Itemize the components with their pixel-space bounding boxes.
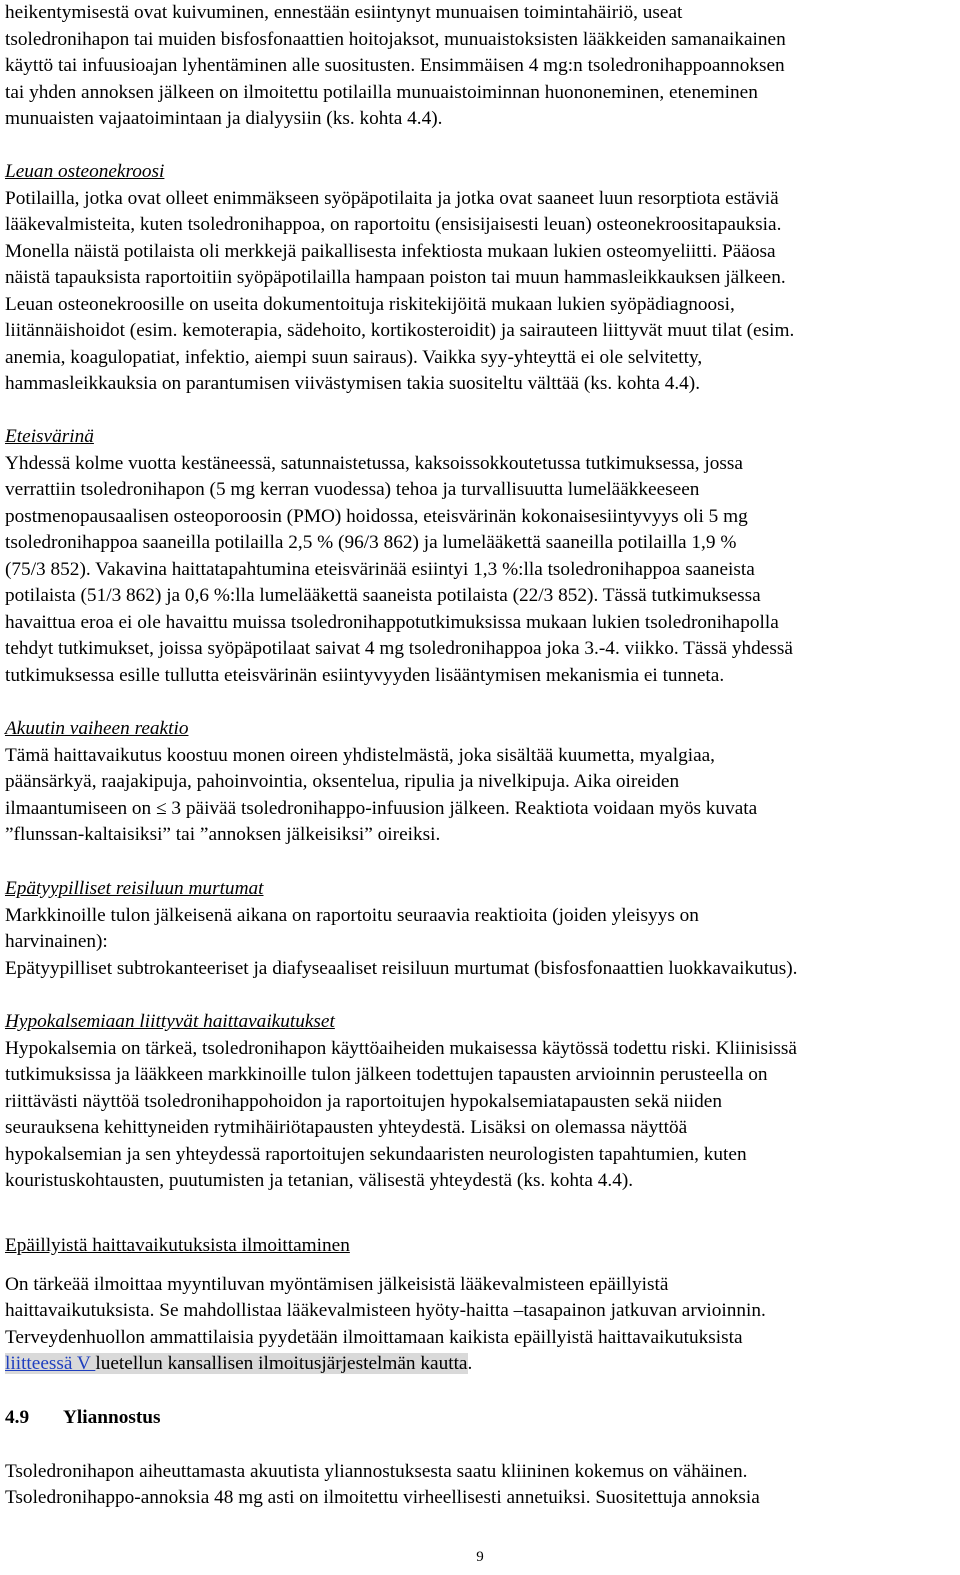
text-line: liitännäishoidot (esim. kemoterapia, sädehoito, kortikosteroidit) ja sairauteen liittyvät muut tilat (esim. [5,320,795,341]
page-number: 9 [476,1549,484,1565]
text-line: anemia, koagulopatiat, infektio, aiempi suun sairaus). Vaikka syy-yhteyttä ei ole selvitetty, [5,346,703,368]
text-line: tsoledronihappoa saaneilla potilailla 2,5 % (96/3 862) ja lumelääkettä saaneilla potilailla 1,9 % [5,532,737,553]
text-line: Markkinoille tulon jälkeisenä aikana on raportoitu seuraavia reaktioita (joiden yleisyys on [5,904,699,926]
text-line: Tsoledronihapon aiheuttamasta akuutista yliannostuksesta saatu kliininen kokemus on vähäinen. [5,1460,748,1482]
reporting-section [5,1233,957,1378]
text-line: Hypokalsemia on tärkeä, tsoledronihapon käyttöaiheiden mukaisessa käytössä todettu riski. Kliinisissä [5,1037,797,1059]
period: . [467,1353,473,1374]
text-line: ilmaantumiseen on ≤ 3 päivää tsoledronihappo-infuusion jälkeen. Reaktiota voidaan myös kuvata [5,797,758,819]
text-line: Yhdessä kolme vuotta kestäneessä, satunnaistetussa, kaksoissokkoutetussa tutkimuksessa, jossa [5,452,743,474]
overdose-section [5,1405,957,1512]
text-line: tsoledronihapon tai muiden bisfosfonaattien hoitojaksot, munuaistoksisten lääkkeiden samanaikainen [5,28,786,50]
section-heading: Epäillyistä haittavaikutuksista ilmoittaminen [5,1235,350,1256]
text-line: Leuan osteonekroosille on useita dokumentoituja riskitekijöitä mukaan lukien syöpädiagnoosi, [5,293,735,315]
reporting-link-line [5,1351,957,1378]
section-title [5,1405,957,1432]
appendix-v-link[interactable]: liitteessä V [5,1353,96,1374]
text-line: On tärkeää ilmoittaa myyntiluvan myöntämisen jälkeisistä lääkevalmisteen epäillyistä [5,1273,669,1295]
text-line: heikentymisestä ovat kuivuminen, ennestään esiintynyt munuaisen toimintahäiriö, useat [5,2,683,23]
text-line: harvinainen): [5,931,108,952]
highlighted-text [5,1353,468,1374]
text-line: kouristuskohtausten, puutumisten ja tetanian, välisestä yhteydestä (ks. kohta 4.4). [5,1170,634,1191]
renal-paragraph [5,0,957,133]
section-title-text: Yliannostus [63,1407,161,1428]
text-line: verrattiin tsoledronihapon (5 mg kerran vuodessa) tehoa ja turvallisuutta lumelääkkeeseen [5,479,700,500]
section-heading: Akuutin vaiheen reaktio [5,718,189,739]
text-line: seurauksena kehittyneiden rytmihäiriötapausten yhteydestä. Lisäksi on olemassa näyttöä [5,1117,688,1138]
text-line: postmenopausaalisen osteoporoosin (PMO) hoidossa, eteisvärinän kokonaisesiintyvyys oli 5 mg [5,505,748,527]
text-line: munuaisten vajaatoimintaan ja dialyysiin (ks. kohta 4.4). [5,108,443,129]
text-line: Potilailla, jotka ovat olleet enimmäkseen syöpäpotilaita ja jotka ovat saaneet luun resorptiota estäviä [5,187,779,209]
text-line: Tsoledronihappo-annoksia 48 mg asti on ilmoitettu virheellisesti annetuiksi. Suositettuja annoksia [5,1487,760,1508]
text-line: (75/3 852). Vakavina haittatapahtumina eteisvärinää esiintyi 1,3 %:lla tsoledronihappoa saaneista [5,558,755,580]
acute-phase-reaction-section [5,716,957,849]
text-line: näistä tapauksista raportoitiin syöpäpotilailla hampaan poiston tai muun hammasleikkauksen jälkeen. [5,267,786,288]
text-line: ”flunssan-kaltaisiksi” tai ”annoksen jälkeisiksi” oireiksi. [5,824,441,845]
text-line: Monella näistä potilaista oli merkkejä paikallisesta infektiosta mukaan lukien osteomyeliitti. Pääosa [5,240,776,262]
text-line: lääkevalmisteita, kuten tsoledronihappoa, on raportoitu (ensisijaisesti leuan) osteonekroositapauksia. [5,214,782,235]
text-line: riittävästi näyttöä tsoledronihappohoidon ja raportoitujen hypokalsemiatapausten sekä niiden [5,1090,722,1112]
text-line: tutkimuksissa ja lääkkeen markkinoille tulon jälkeen todettujen tapausten arvioinnin perusteella on [5,1064,768,1085]
atrial-fibrillation-section [5,424,957,689]
text-line: päänsärkyä, raajakipuja, pahoinvointia, oksentelua, ripulia ja nivelkipuja. Aika oireiden [5,771,680,792]
text-line: käyttö tai infuusioajan lyhentäminen alle suositusten. Ensimmäisen 4 mg:n tsoledronihappoannoksen [5,55,785,76]
section-heading: Leuan osteonekroosi [5,161,165,182]
text-line: tai yhden annoksen jälkeen on ilmoitettu potilailla munuaistoiminnan huononeminen, eteneminen [5,81,758,103]
text-line: Terveydenhuollon ammattilaisia pyydetään ilmoittamaan kaikista epäillyistä haittavaikutuksista [5,1326,743,1348]
hypocalcemia-section [5,1009,957,1195]
text-line: tehdyt tutkimukset, joissa syöpäpotilaat saivat 4 mg tsoledronihappoa joka 3.-4. viikko. Tässä yhdessä [5,638,793,659]
jaw-osteonecrosis-section [5,159,957,398]
section-heading: Epätyypilliset reisiluun murtumat [5,878,264,899]
section-number: 4.9 [5,1407,30,1428]
link-tail-text: luetellun kansallisen ilmoitusjärjestelmän kautta [95,1353,468,1374]
section-heading: Hypokalsemiaan liittyvät haittavaikutukset [5,1011,335,1032]
text-line: hammasleikkauksia on parantumisen viivästymisen takia suositeltu välttää (ks. kohta 4.4). [5,373,701,394]
text-line: Epätyypilliset subtrokanteeriset ja diafyseaaliset reisiluun murtumat (bisfosfonaattien luokkavaikutus). [5,957,798,979]
text-line: Tämä haittavaikutus koostuu monen oireen yhdistelmästä, joka sisältää kuumetta, myalgiaa, [5,744,716,766]
text-line: haittavaikutuksista. Se mahdollistaa lääkevalmisteen hyöty-haitta –tasapainon jatkuvan arvioinnin. [5,1300,766,1321]
text-line: hypokalsemian ja sen yhteydessä raportoitujen sekundaaristen neurologisten tapahtumien, kuten [5,1143,747,1165]
text-line: potilaista (51/3 862) ja 0,6 %:lla lumelääkettä saaneista potilaista (22/3 852). Tässä tutkimuksessa [5,585,761,606]
text-line: havaittua eroa ei ole havaittu muissa tsoledronihappotutkimuksissa mukaan lukien tsoledronihapolla [5,611,779,633]
section-heading: Eteisvärinä [5,426,94,447]
atypical-fracture-section [5,876,957,982]
text-line: tutkimuksessa esille tullutta eteisvärinän esiintyvyyden lisääntymisen mekanismia ei tunneta. [5,664,725,686]
